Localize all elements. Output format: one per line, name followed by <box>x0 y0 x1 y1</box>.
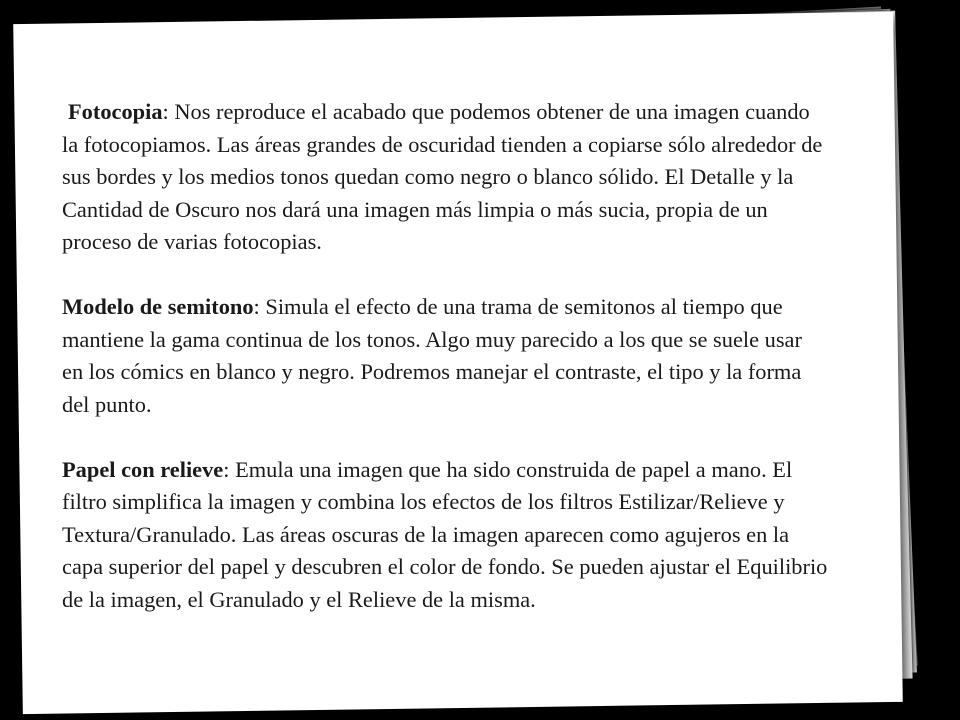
paragraph-modelo-de-semitono <box>62 291 828 421</box>
term-papel-con-relieve: Papel con relieve <box>62 456 224 482</box>
term-modelo-de-semitono: Modelo de semitono <box>62 294 254 319</box>
description-fotocopia: : Nos reproduce el acabado que podemos obtener de una imagen cuando la fotocopiamos. Las áreas grandes de oscuridad tienden a copiarse sólo alrededor de sus bordes y los medios tonos quedan como negro o blanco sólido. El Detalle y la Cantidad de Oscuro nos dará una imagen más limpia o más sucia, propia de un proceso de varias fotocopias. <box>62 99 823 254</box>
term-fotocopia: Fotocopia <box>68 99 163 124</box>
text-content <box>62 96 828 616</box>
description-papel-con-relieve: : Emula una imagen que ha sido construida de papel a mano. El filtro simplifica la imagen y combina los efectos de los filtros Estilizar/Relieve y Textura/Granulado. Las áreas oscuras de la imagen aparecen como agujeros en la capa superior del papel y descubren el color de fondo. Se pueden ajustar el Equilibrio de la imagen, el Granulado y el Relieve de la misma. <box>62 456 828 612</box>
paragraph-papel-con-relieve <box>62 454 828 617</box>
paragraph-fotocopia <box>62 96 828 259</box>
description-modelo-de-semitono: : Simula el efecto de una trama de semitonos al tiempo que mantiene la gama continua de los tonos. Algo muy parecido a los que se suele usar en los cómics en blanco y negro. Podremos manejar el contraste, el tipo y la forma del punto. <box>62 294 802 417</box>
